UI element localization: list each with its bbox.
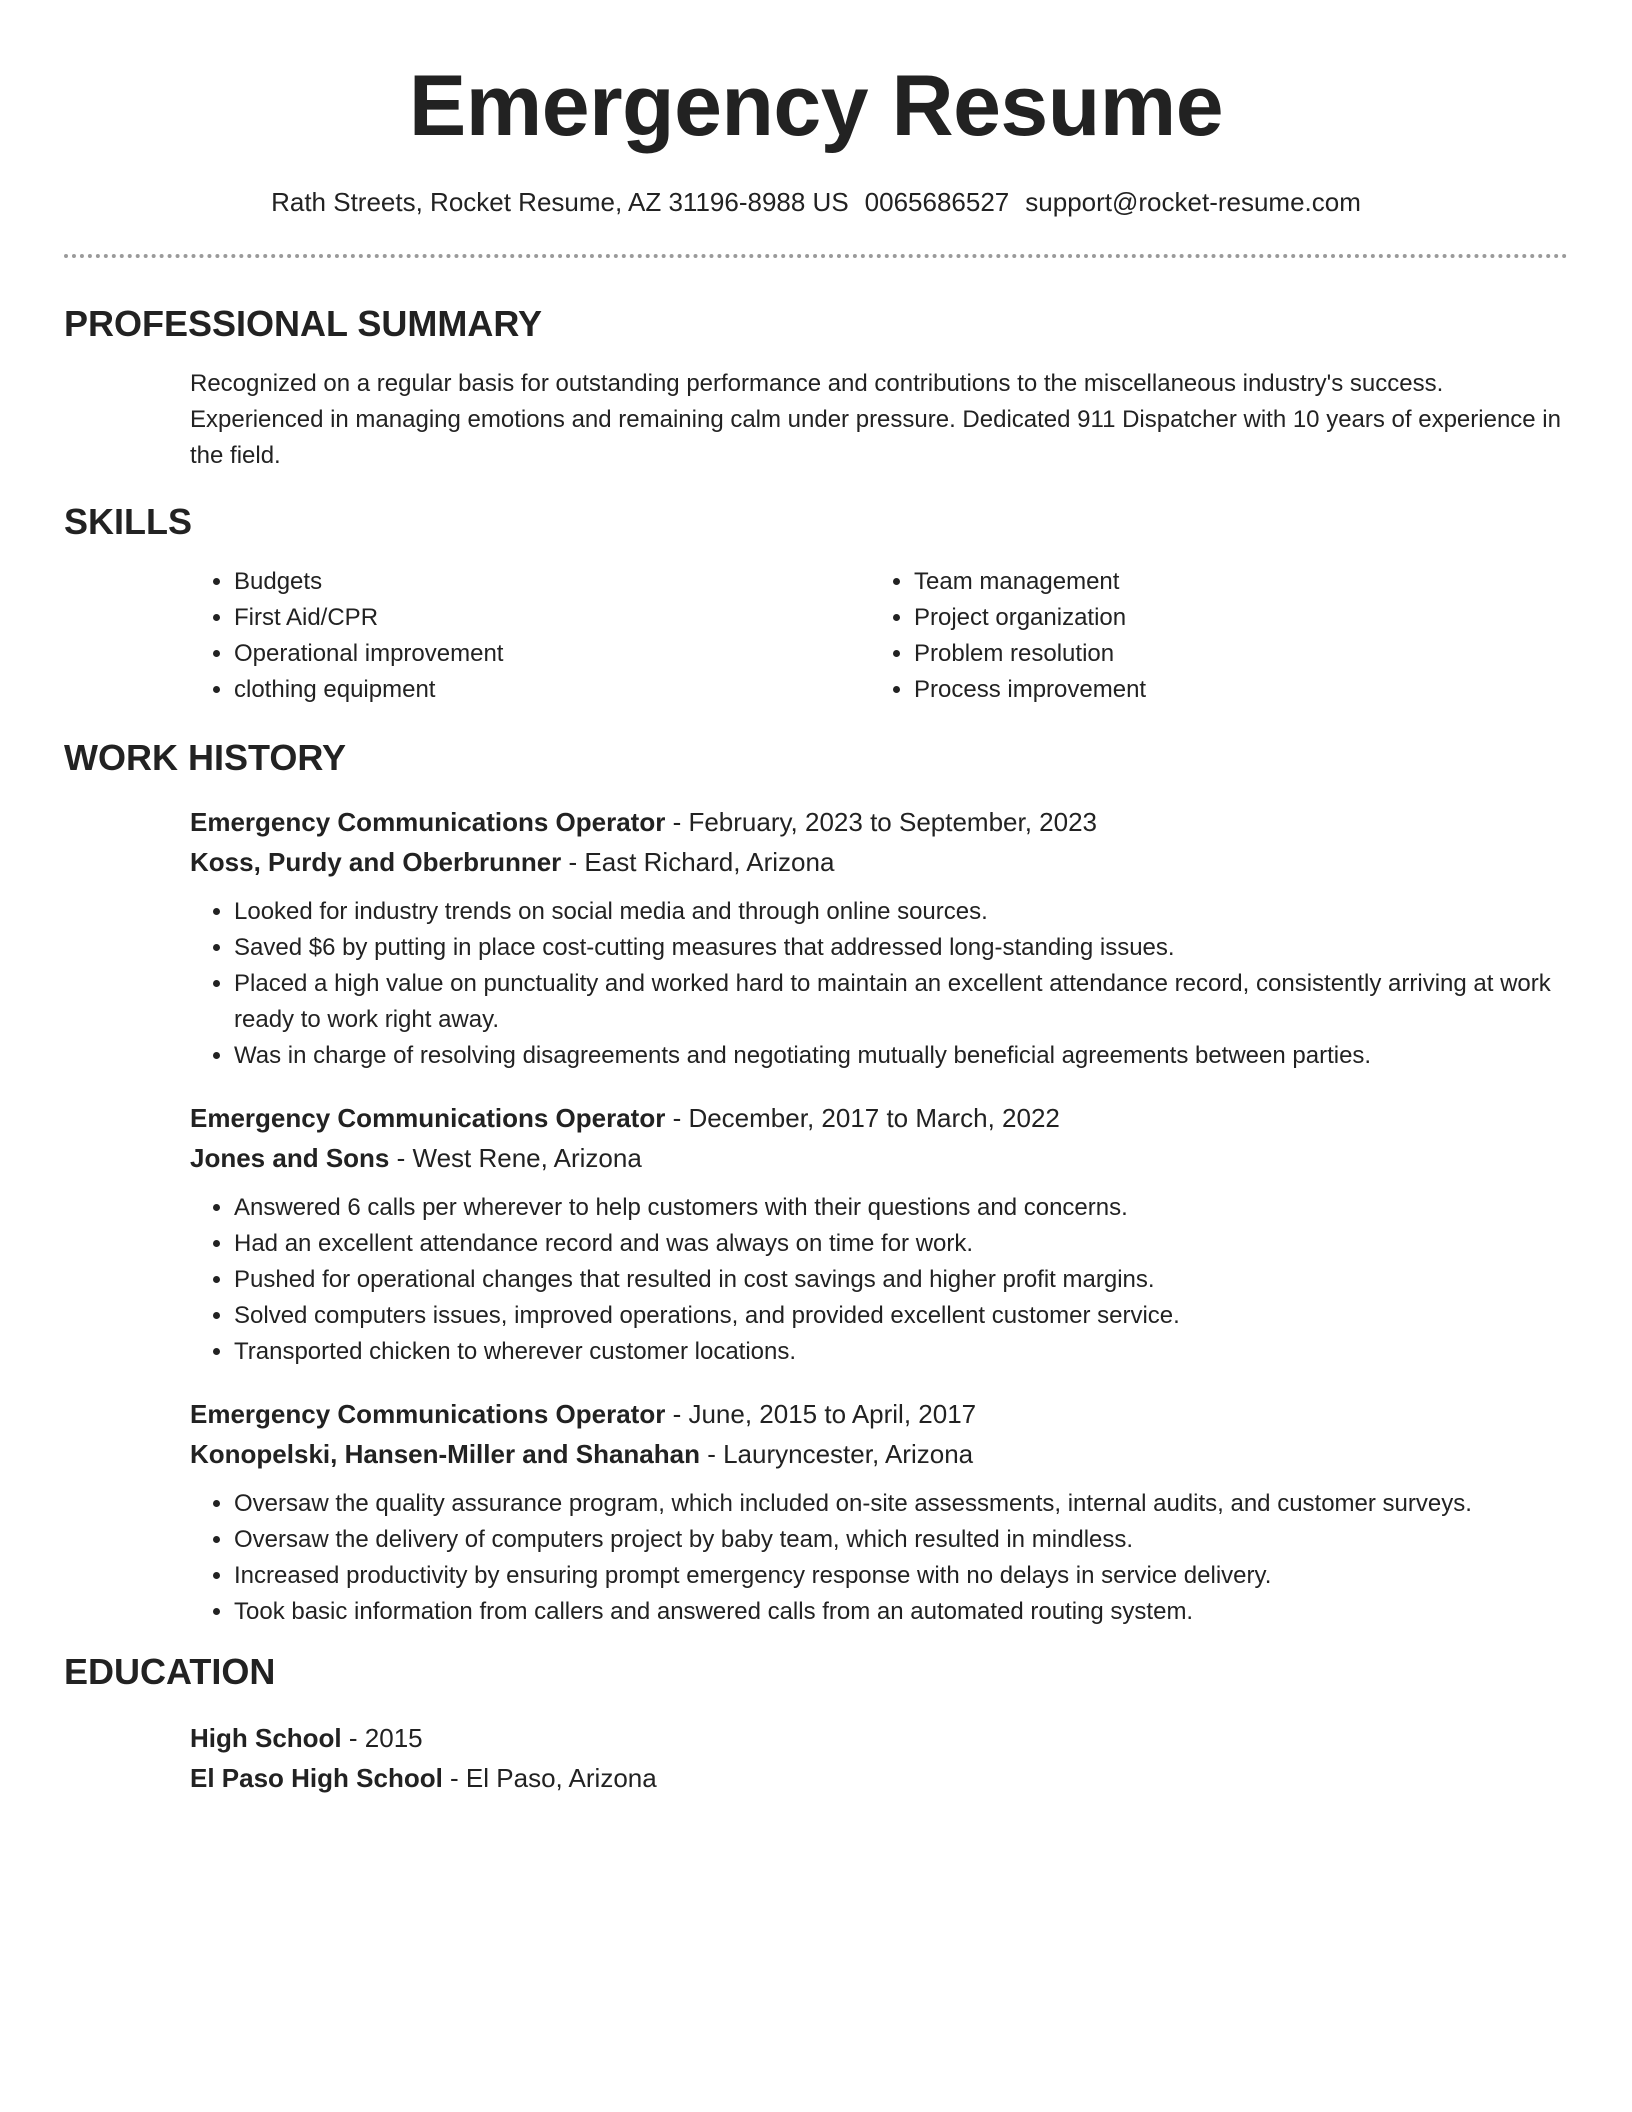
skills-heading: SKILLS: [64, 501, 193, 542]
job-employer: Konopelski, Hansen-Miller and Shanahan: [190, 1439, 700, 1469]
education-degree: High School: [190, 1723, 342, 1753]
job-bullet: • Took basic information from callers and answered calls from an automated routing system.: [234, 1594, 1568, 1630]
job-bullets: [190, 1190, 1568, 1370]
job-bullet: • Solved computers issues, improved operations, and provided excellent customer service.: [234, 1298, 1568, 1334]
education-year: - 2015: [341, 1723, 423, 1753]
education-school-line: [190, 1758, 1568, 1798]
education-entry: [190, 1718, 1568, 1798]
job-employer: Koss, Purdy and Oberbrunner: [190, 847, 562, 877]
contact-address: Rath Streets, Rocket Resume, AZ 31196-8988 US: [271, 187, 849, 217]
skills-column-left: [190, 564, 870, 708]
job-bullet: • Answered 6 calls per wherever to help customers with their questions and concerns.: [234, 1190, 1568, 1226]
skill-item: • Project organization: [914, 600, 1550, 636]
job-title-line: [190, 802, 1568, 842]
job-entry: [190, 1098, 1568, 1370]
job-bullet: • Transported chicken to wherever customer locations.: [234, 1334, 1568, 1370]
job-bullet: • Looked for industry trends on social media and through online sources.: [234, 894, 1568, 930]
education-heading: EDUCATION: [64, 1651, 276, 1692]
education-degree-line: [190, 1718, 1568, 1758]
contact-line: [64, 184, 1568, 220]
skills-list: [190, 564, 1568, 708]
contact-phone: 0065686527: [864, 187, 1010, 217]
job-bullets: [190, 1486, 1568, 1630]
resume-page: [64, 0, 1568, 1798]
job-employer-line: [190, 842, 1568, 882]
job-bullet: • Placed a high value on punctuality and worked hard to maintain an excellent attendance record, consistently arriving at work ready to work right away.: [234, 966, 1568, 1038]
job-bullet: • Saved $6 by putting in place cost-cutting measures that addressed long-standing issues.: [234, 930, 1568, 966]
summary-text: Recognized on a regular basis for outstanding performance and contributions to the miscellaneous industry's success. Experienced in managing emotions and remaining calm under pressure. Dedicated 911 Dispatcher with 10 years of experience in the field.: [190, 370, 1561, 469]
job-location: - Lauryncester, Arizona: [699, 1439, 974, 1469]
job-entry: [190, 1394, 1568, 1630]
skill-item: • clothing equipment: [234, 672, 870, 708]
header-divider: [64, 254, 1568, 258]
job-dates: - June, 2015 to April, 2017: [665, 1399, 977, 1429]
job-bullet: • Oversaw the delivery of computers project by baby team, which resulted in mindless.: [234, 1522, 1568, 1558]
job-title-line: [190, 1098, 1568, 1138]
job-role: Emergency Communications Operator: [190, 807, 666, 837]
skills-column-right: [870, 564, 1550, 708]
job-dates: - February, 2023 to September, 2023: [665, 807, 1098, 837]
work-history-heading: WORK HISTORY: [64, 737, 347, 778]
job-bullet: • Increased productivity by ensuring prompt emergency response with no delays in service delivery.: [234, 1558, 1568, 1594]
job-role: Emergency Communications Operator: [190, 1399, 666, 1429]
job-bullet: • Had an excellent attendance record and was always on time for work.: [234, 1226, 1568, 1262]
skill-item: • Budgets: [234, 564, 870, 600]
education-school: El Paso High School: [190, 1763, 443, 1793]
job-title-line: [190, 1394, 1568, 1434]
contact-email: support@rocket-resume.com: [1025, 187, 1361, 217]
job-role: Emergency Communications Operator: [190, 1103, 666, 1133]
job-bullet: • Pushed for operational changes that resulted in cost savings and higher profit margins.: [234, 1262, 1568, 1298]
job-employer-line: [190, 1138, 1568, 1178]
job-employer-line: [190, 1434, 1568, 1474]
skill-item: • Process improvement: [914, 672, 1550, 708]
education-location: - El Paso, Arizona: [442, 1763, 657, 1793]
skill-item: • Problem resolution: [914, 636, 1550, 672]
job-employer: Jones and Sons: [190, 1143, 390, 1173]
job-location: - West Rene, Arizona: [389, 1143, 642, 1173]
skill-item: • First Aid/CPR: [234, 600, 870, 636]
skill-item: • Operational improvement: [234, 636, 870, 672]
skill-item: • Team management: [914, 564, 1550, 600]
job-entry: [190, 802, 1568, 1074]
job-dates: - December, 2017 to March, 2022: [665, 1103, 1060, 1133]
job-location: - East Richard, Arizona: [561, 847, 835, 877]
job-bullet: • Was in charge of resolving disagreements and negotiating mutually beneficial agreements between parties.: [234, 1038, 1568, 1074]
summary-heading: PROFESSIONAL SUMMARY: [64, 303, 543, 344]
resume-name: Emergency Resume: [408, 58, 1224, 154]
job-bullet: • Oversaw the quality assurance program, which included on-site assessments, internal audits, and customer surveys.: [234, 1486, 1568, 1522]
job-bullets: [190, 894, 1568, 1074]
